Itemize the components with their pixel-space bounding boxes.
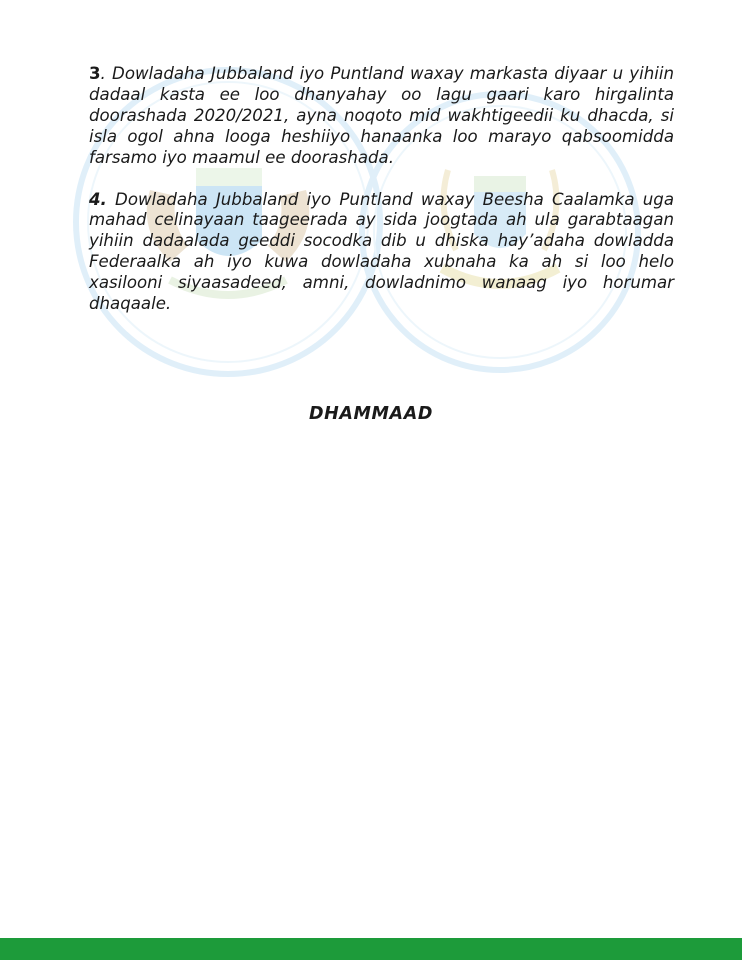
paragraph-text: Dowladaha Jubbaland iyo Puntland waxay markasta diyaar u yihiin dadaal kasta ee loo dhanyahay oo lagu gaari karo hirgalinta doorashada 2020/2021, ayna noqoto mid wakhtigeedii ku dhacda, si isla ogol ahna looga heshiiyo hanaanka loo marayo qabsoomidda farsamo iyo maamul ee doorashada. — [89, 64, 674, 167]
paragraph-separator: . — [100, 64, 106, 83]
paragraph-text: Dowladaha Jubbaland iyo Puntland waxay Beesha Caalamka uga mahad celinayaan taageerada ay sida joogtada ah ula garabtaagan yihiin dadaalada geeddi socodka dib u dhiska hay’adaha dowladda Federaalka ah iyo kuwa dowladaha xubnaha ka ah si loo helo xasilooni siyaasadeed, amni, dowladnimo wanaag iyo horumar dhaqaale. — [89, 189, 674, 314]
paragraph-number: 4. — [89, 189, 107, 209]
footer-color-bar — [0, 938, 742, 960]
document-body — [89, 64, 674, 315]
closing-heading: DHAMMAAD — [309, 404, 433, 424]
paragraph-3 — [89, 64, 674, 169]
paragraph-number: 3 — [89, 64, 101, 83]
paragraph-4 — [89, 190, 674, 315]
